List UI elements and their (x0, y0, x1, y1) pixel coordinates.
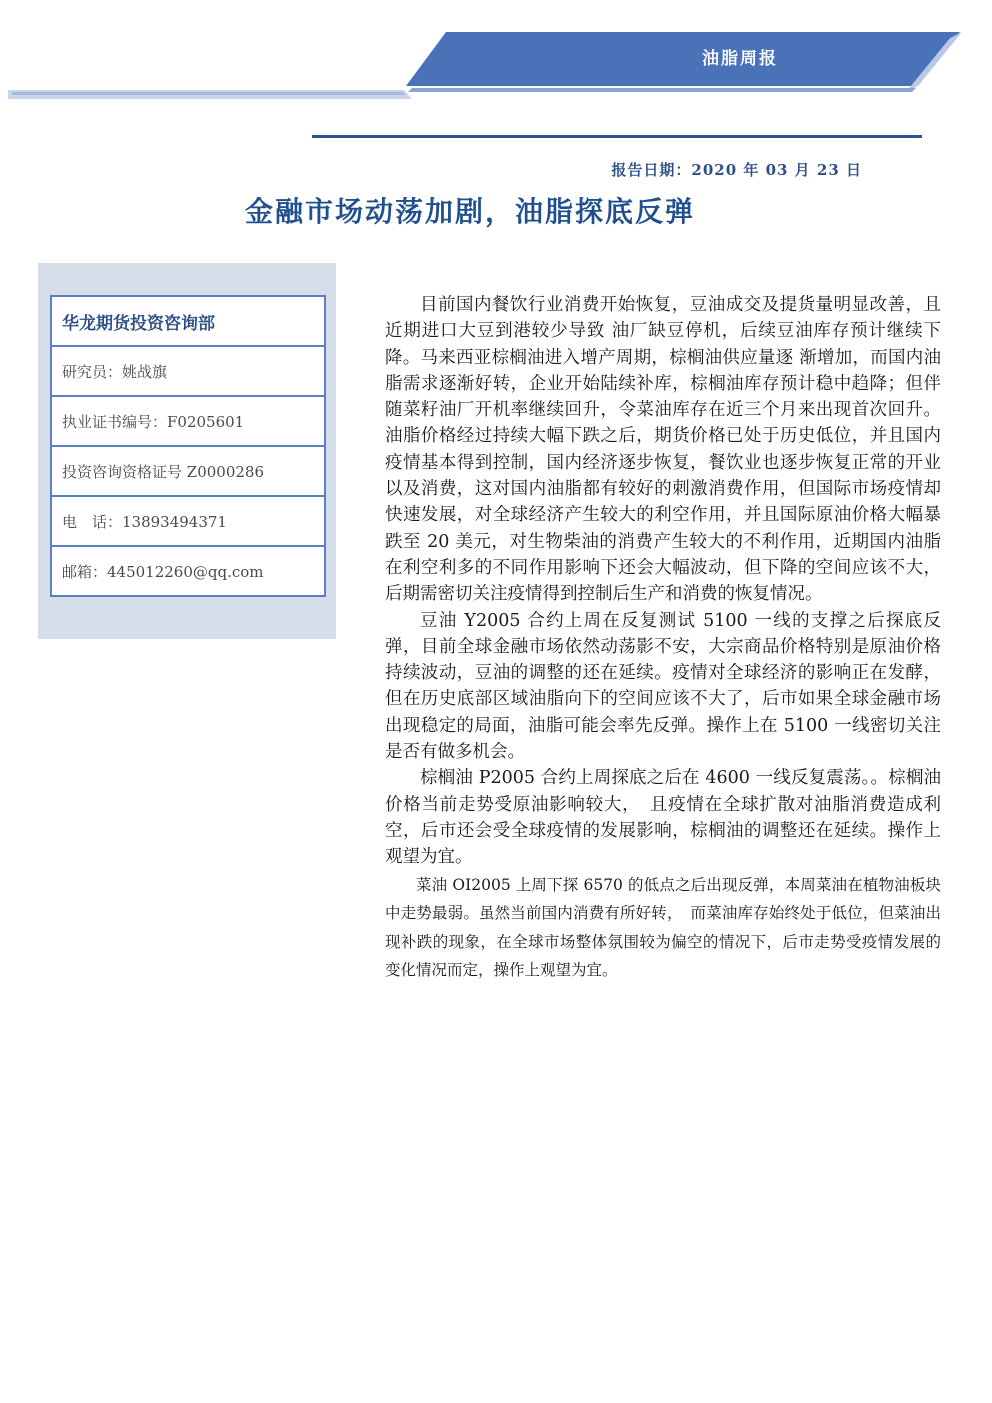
email-address: 邮箱：445012260@qq.com (62, 562, 264, 581)
paragraph-palm-oil: 棕榈油 P2005 合约上周探底之后在 4600 一线反复震荡。。棕榈油价格当前走势受原油影响较大， 且疫情在全球扩散对油脂消费造成利空，后市还会受全球疫情的发展影响，棕榈油的调整还在延续。操作上观望为宜。 (385, 768, 941, 868)
phone-number: 电 话：13893494371 (52, 497, 324, 547)
consult-license-number: 投资咨询资格证号 Z0000286 (52, 447, 324, 497)
header-banner (0, 0, 992, 120)
license-number: 执业证书编号：F0205601 (52, 397, 324, 447)
banner-graphic (0, 0, 992, 120)
paragraph-rapeseed-oil: 菜油 OI2005 上周下探 6570 的低点之后出现反弹，本周菜油在植物油板块中走势最弱。虽然当前国内消费有所好转， 而菜油库存始终处于低位，但菜油出现补跌的现象，在全球市场整体氛围较为偏空的情况下，后市走势受疫情发展的变化情况而定，操作上观望为宜。 (385, 875, 941, 980)
paragraph-soybean-oil: 豆油 Y2005 合约上周在反复测试 5100 一线的支撑之后探底反弹，目前全球金融市场依然动荡影不安，大宗商品价格特别是原油价格持续波动，豆油的调整的还在延续。疫情对全球经济的影响正在发酵，但在历史底部区域油脂向下的空间应该不大了，后市如果全球金融市场出现稳定的局面，油脂可能会率先反弹。操作上在 5100 一线密切关注是否有做多机会。 (385, 610, 941, 763)
page-title: 金融市场动荡加剧，油脂探底反弹 (244, 195, 695, 228)
header-rule (312, 135, 922, 138)
author-info-box (50, 295, 326, 597)
report-date: 报告日期：2020 年 03 月 23 日 (611, 161, 862, 179)
researcher-name: 研究员：姚战旗 (52, 347, 324, 397)
paragraph-overview: 目前国内餐饮行业消费开始恢复，豆油成交及提货量明显改善，且近期进口大豆到港较少导致 油厂缺豆停机，后续豆油库存预计继续下降。马来西亚棕榈油进入增产周期，棕榈油供应量逐 渐增加，而国内油脂需求逐渐好转，企业开始陆续补库，棕榈油库存预计稳中趋降；但伴随菜籽油厂开机率继续回升，令菜油库存在近三个月来出现首次回升。油脂价格经过持续大幅下跌之后，期货价格已处于历史低位，并且国内疫情基本得到控制，国内经济逐步恢复，餐饮业也逐步恢复正常的开业以及消费，这对国内油脂都有较好的刺激消费作用，但国际市场疫情却快速发展，对全球经济产生较大的利空作用，并且国际原油价格大幅暴跌至 20 美元，对生物柴油的消费产生较大的不利作用，近期国内油脂在利空利多的不同作用影响下还会大幅波动，但下降的空间应该不大，后期需密切关注疫情得到控制后生产和消费的恢复情况。 (385, 295, 941, 605)
author-panel (38, 263, 336, 639)
report-body (385, 292, 941, 985)
banner-title: 油脂周报 (702, 49, 778, 69)
organization-name: 华龙期货投资咨询部 (52, 297, 324, 347)
